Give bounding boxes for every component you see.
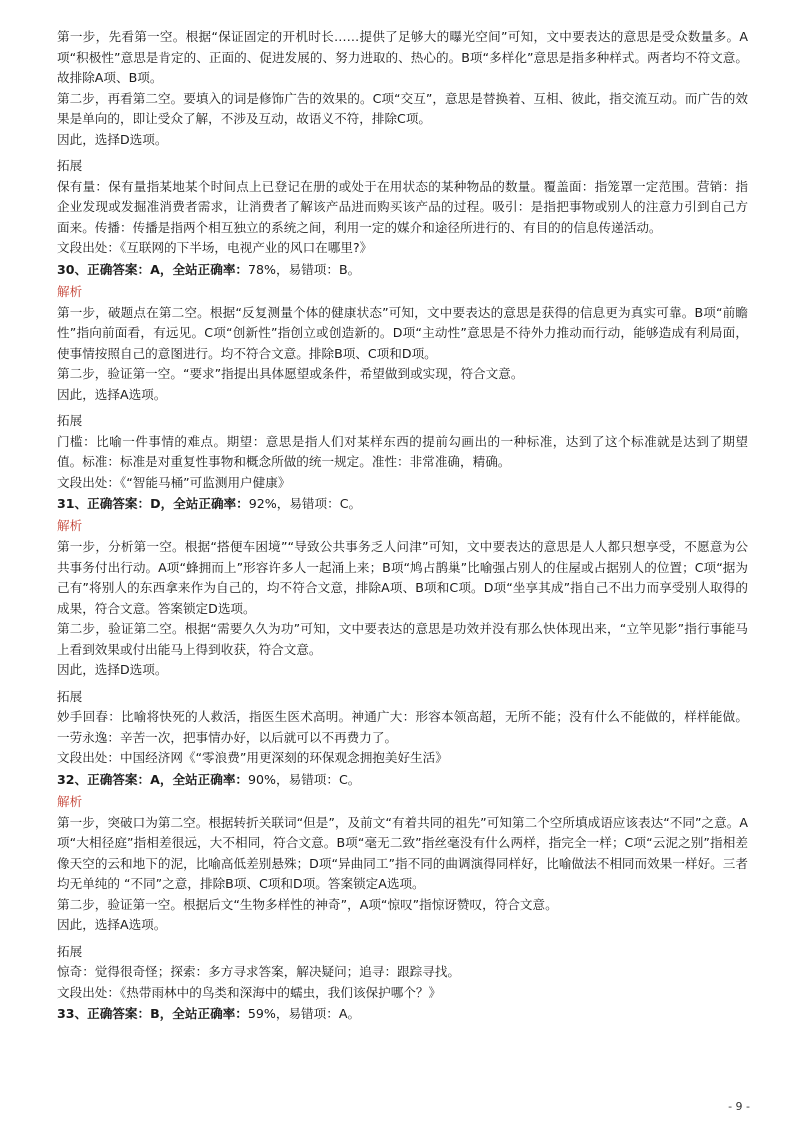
q30-source: 文段出处：《“智能马桶”可监测用户健康》 (57, 474, 291, 490)
q31-answer-line (57, 493, 748, 515)
q32-block (57, 769, 748, 1004)
q29-explanation (57, 27, 748, 259)
q31-source: 文段出处：中国经济网《“零浪费”用更深刻的环保观念拥抱美好生活》 (57, 750, 448, 765)
q30-answer-prefix: 30、正确答案： (57, 261, 151, 277)
q30-jiexi-heading: 解析 (57, 283, 83, 299)
q31-tuozhan-title: 拓展 (57, 688, 83, 704)
q33-block (57, 1003, 748, 1025)
q32-source: 文段出处：《热带雨林中的鸟类和深海中的蠕虫，我们该保护哪个？》 (57, 984, 442, 1000)
q32-step1: 第一步，突破口为第二空。根据转折关联词“但是”，及前文“有着共同的祖先”可知第二个空所填成语应该表达“不同”之意。A项“大相径庭”指相差很远，大不相同，符合文意。B项“毫无二致”指丝毫没有什么两样，指完全一样；C项“云泥之别”指相差像天空的云和地下的泥，比喻高低差别悬殊；D项“异曲同工”指不同的曲调演得同样好，比喻做法不相同而效果一样好。三者均无单纯的 “不同”之意，排除B项、C项和D项。答案锁定A选项。 (57, 814, 748, 891)
q32-rate-label: ，全站正确率： (159, 771, 248, 787)
q31-answer: D (150, 496, 161, 511)
q32-wrong: C。 (338, 771, 361, 787)
q32-conclusion: 因此，选择A选项。 (57, 917, 167, 932)
q33-answer-line (57, 1003, 748, 1025)
q31-wrong-label: ，易错项： (276, 496, 340, 511)
q29-conclusion: 因此，选择D选项。 (57, 131, 168, 147)
q32-step2: 第二步，验证第一空。根据后文“生物多样性的神奇”，A项“惊叹”指惊讶赞叹，符合文意。 (57, 896, 558, 912)
q31-answer-prefix: 31、正确答案： (57, 496, 151, 511)
q31-step2: 第二步，验证第二空。根据“需要久久为功”可知，文中要表达的意思是功效并没有那么快体现出来，“立竿见影”指行事能马上看到效果或付出能马上得到收获，符合文意。 (57, 621, 748, 657)
q31-conclusion: 因此，选择D选项。 (57, 662, 168, 677)
q33-answer: B (150, 1006, 160, 1021)
q32-wrong-label: ，易错项： (276, 771, 339, 787)
q29-step1: 第一步，先看第一空。根据“保证固定的开机时长……提供了足够大的曝光空间”可知，文中要表达的意思是受众数量多。A项“积极性”意思是肯定的、正面的、促进发展的、努力进取的、热心的。B项“多样化”意思是指多种样式。两者均不符文意。故排除A项、B项。 (57, 29, 748, 85)
q33-answer-prefix: 33、正确答案： (57, 1006, 151, 1021)
q31-step1: 第一步，分析第一空。根据“搭便车困境”“导致公共事务乏人问津”可知，文中要表达的意思是人人都只想享受，不愿意为公共事务付出行动。A项“蜂拥而上”形容许多人一起涌上来；B项“鸠占鹊巢”比喻强占别人的住屋或占据别人的位置；C项“据为己有”将别人的东西拿来作为自己的，均不符合文意，排除A项、B项和C项。D项“坐享其成”指自己不出力而享受别人取得的成果，符合文意。答案锁定D选项。 (57, 539, 748, 616)
q29-tuozhan-text: 保有量：保有量指某地某个时间点上已登记在册的或处于在用状态的某种物品的数量。覆盖面：指笼罩一定范围。营销：指企业发现或发掘准消费者需求，让消费者了解该产品进而购买该产品的过程。吸引：是指把事物或别人的注意力引到自己方面来。传播：传播是指两个相互独立的系统之间，利用一定的媒介和途径所进行的、有目的的信息传递活动。 (57, 178, 748, 235)
q32-answer-prefix: 32、正确答案： (57, 771, 151, 787)
q33-wrong: A。 (338, 1006, 361, 1021)
q31-tuozhan-text: 妙手回春：比喻将快死的人救活，指医生医术高明。神通广大：形容本领高超，无所不能；没有什么不能做的，样样能做。一劳永逸：辛苦一次，把事情办好，以后就可以不再费力了。 (57, 709, 748, 745)
q32-answer-line (57, 769, 748, 791)
q30-rate: 78% (248, 261, 276, 277)
q31-block (57, 493, 748, 769)
q31-jiexi-heading: 解析 (57, 518, 83, 533)
q30-wrong: B。 (338, 261, 361, 277)
q30-answer: A (150, 261, 160, 277)
q30-conclusion: 因此，选择A选项。 (57, 386, 167, 402)
q32-jiexi-heading: 解析 (57, 793, 83, 809)
q33-wrong-label: ，易错项： (275, 1006, 339, 1021)
page-number: - 9 - (728, 1100, 750, 1113)
q30-tuozhan-text: 门槛：比喻一件事情的难点。期望：意思是指人们对某样东西的提前勾画出的一种标准，达到了这个标准就是达到了期望值。标准：标准是对重复性事物和概念所做的统一规定。准性：非常准确，精确。 (57, 433, 748, 469)
q30-tuozhan-title: 拓展 (57, 413, 83, 428)
q29-tuozhan-title: 拓展 (57, 158, 83, 173)
q30-wrong-label: ，易错项： (276, 261, 339, 277)
q32-tuozhan-title: 拓展 (57, 943, 83, 959)
q31-wrong: C。 (339, 496, 362, 511)
q31-rate: 92% (248, 496, 277, 511)
q33-rate-label: ，全站正确率： (159, 1006, 248, 1021)
q30-answer-line (57, 259, 748, 281)
q33-rate: 59% (247, 1006, 276, 1021)
q32-tuozhan-text: 惊奇：觉得很奇怪；探索：多方寻求答案，解决疑问；追寻：跟踪寻找。 (57, 964, 460, 979)
q31-rate-label: ，全站正确率： (160, 496, 249, 511)
q30-rate-label: ，全站正确率： (159, 261, 248, 277)
q29-step2: 第二步，再看第二空。要填入的词是修饰广告的效果的。C项“交互”，意思是替换着、互相、彼此，指交流互动。而广告的效果是单向的，即让受众了解，不涉及互动，故语义不符，排除C项。 (57, 90, 748, 126)
q29-source: 文段出处：《互联网的下半场，电视产业的风口在哪里?》 (57, 240, 373, 255)
q30-step1: 第一步，破题点在第二空。根据“反复测量个体的健康状态”可知，文中要表达的意思是获得的信息更为真实可靠。B项“前瞻性”指向前面看，有远见。C项“创新性”指创立或创造新的。D项“主动性”意思是不待外力推动而行动，能够造成有利局面，使事情按照自己的意图进行。均不符合文意。排除B项、C项和D项。 (57, 304, 748, 361)
q32-answer: A (150, 771, 160, 787)
q30-step2: 第二步，验证第一空。“要求”指提出具体愿望或条件，希望做到或实现，符合文意。 (57, 366, 524, 381)
q30-block (57, 259, 748, 494)
q32-rate: 90% (248, 771, 276, 787)
